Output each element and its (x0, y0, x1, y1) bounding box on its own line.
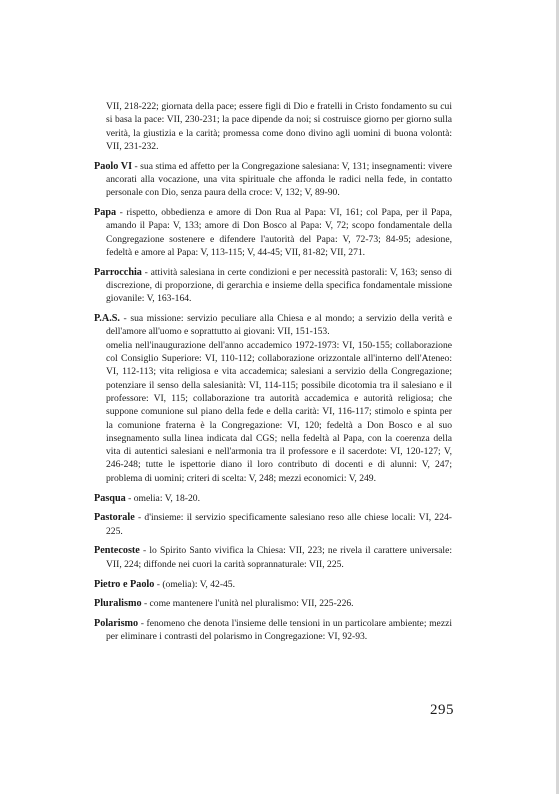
index-entry-papa (94, 206, 452, 259)
entry-text: - rispetto, obbedienza e amore di Don Rua al Papa: VI, 161; col Papa, per il Papa, amando il Papa: V, 133; amore di Don Bosco al Papa: V, 72; scopo fondamentale della Congregazione sostenere e difendere l'autorità del Papa: V, 72-73; 84-95; adesione, fedeltà e amore al Papa: V, 113-115; V, 44-45; VII, 81-82; VII, 271. (106, 207, 452, 258)
index-entry-pasqua (94, 492, 452, 505)
entry-text: - attività salesiana in certe condizioni e per necessità pastorali: V, 163; senso di discrezione, di proporzione, di gerarchia e insieme della specifica fondamentale missione giovanile: V, 163-164. (106, 266, 452, 305)
entry-term: Pietro e Paolo (94, 578, 155, 590)
index-entry-paolo-vi (94, 160, 452, 200)
index-entry-pastorale (94, 511, 452, 538)
index-entry-pentecoste (94, 544, 452, 571)
entry-text: - (omelia): V, 42-45. (154, 578, 236, 590)
entry-text: - come mantenere l'unità nel pluralismo: VII, 225-226. (141, 598, 354, 610)
entry-text: - fenomeno che denota l'insieme delle tensioni in un particolare ambiente; mezzi per eliminare i contrasti del polarismo in Congregazione: VI, 92-93. (106, 618, 452, 643)
entry-term: Pluralismo (94, 598, 142, 610)
entry-text: - omelia: V, 18-20. (125, 492, 200, 504)
entry-continuation: omelia nell'inaugurazione dell'anno accademico 1972-1973: VI, 150-155; collaborazione col Consiglio Superiore: VI, 110-112; collaborazione orizzontale all'interno dell'Ateneo: VI, 112-113; vita religiosa e vita accademica; salesiani a servizio della Congregazione; potenziare il senso della salesianità: VI, 114-115; possibile dicotomia tra il salesiano e il professore: VI, 115; collaborazione tra autorità accademica e autorità religiosa; che suppone comunione sul piano della fede e della carità: VI, 116-117; stimolo e spinta per la comunione fraterna è la Congregazione: VI, 120; fedeltà a Don Bosco e al suo insegnamento sulla linea indicata dal CGS; nella fedeltà al Papa, con la coerenza della vita di autentici salesiani e nell'armonia tra il professore e il sacerdote: VI, 120-127; V, 246-248; tutte le ispettorie diano il loro contributo di docenti e di alunni: V, 247; problema di uomini; criteri di scelta: V, 248; mezzi economici: V, 249. (106, 339, 452, 484)
index-entry-continued (94, 100, 452, 153)
entry-text: VII, 218-222; giornata della pace; essere figli di Dio e fratelli in Cristo fondamento su cui si basa la pace: VII, 230-231; la pace dipende da noi; si costruisce giorno per giorno sulla verità, la giustizia e la carità; promessa come dono divino agli uomini di buona volontà: VII, 231-232. (106, 101, 452, 152)
entry-term: Paolo VI (94, 160, 133, 172)
entry-text: - sua missione: servizio peculiare alla Chiesa e al mondo; a servizio della verità e dell'amore all'uomo e soprattutto ai giovani: VII, 151-153. (106, 313, 452, 338)
entry-text: - d'insieme: il servizio specificamente salesiano reso alle chiese locali: VI, 224-225. (106, 512, 452, 537)
index-entry-parrocchia (94, 266, 452, 306)
entry-term: Polarismo (94, 618, 139, 630)
entry-text: - sua stima ed affetto per la Congregazione salesiana: V, 131; insegnamenti: vivere ancorati alla vocazione, una vita spirituale che affonda le radici nella fede, in contatto personale con Dio, senza paura della croce: V, 132; V, 89-90. (106, 160, 452, 199)
entry-term: Parrocchia (94, 266, 142, 278)
index-entry-pas (94, 312, 452, 485)
index-entry-pluralismo (94, 597, 452, 610)
page-number: 295 (430, 702, 454, 718)
entry-term: Pentecoste (94, 545, 140, 557)
index-entry-pietro-e-paolo (94, 578, 452, 591)
entry-term: P.A.S. (94, 313, 120, 325)
entry-term: Pastorale (94, 512, 135, 524)
entry-text: - lo Spirito Santo vivifica la Chiesa: VII, 223; ne rivela il carattere universale: VII, 224; diffonde nei cuori la carità soprannaturale: VII, 225. (106, 545, 452, 570)
index-content (94, 100, 452, 650)
entry-term: Pasqua (94, 492, 126, 504)
entry-term: Papa (94, 207, 117, 219)
index-entry-polarismo (94, 617, 452, 644)
